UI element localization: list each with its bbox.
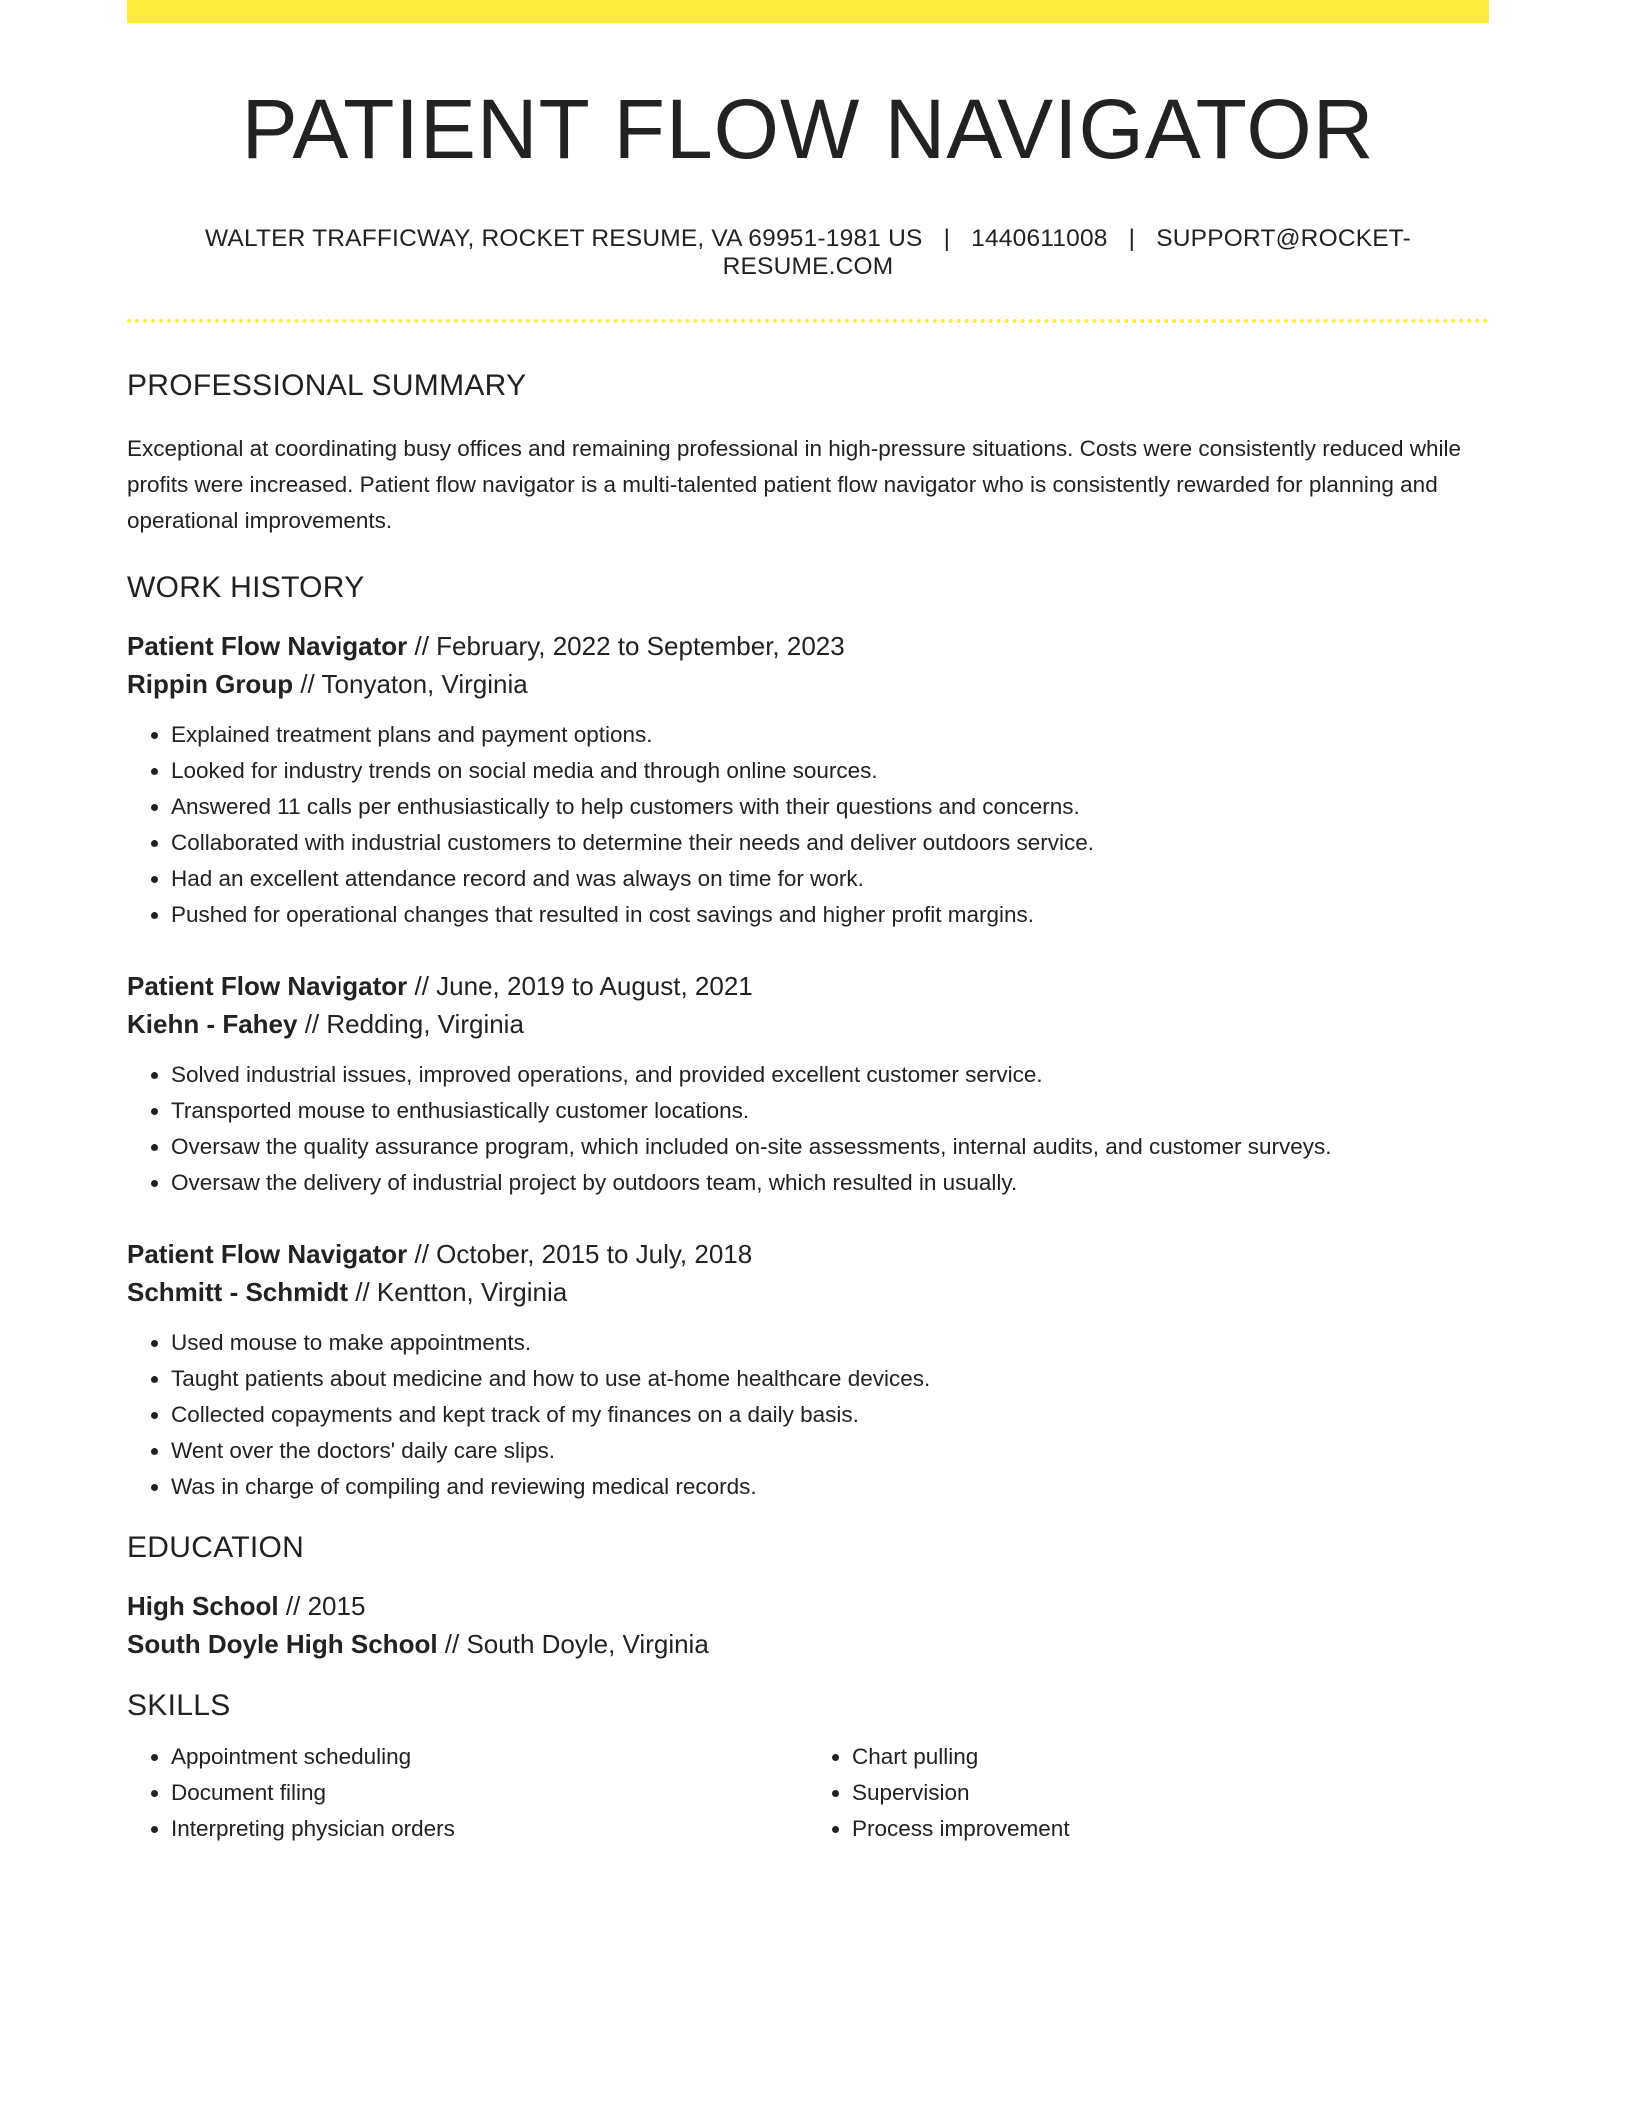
job-role: Patient Flow Navigator (127, 971, 408, 1002)
accent-top-bar (127, 0, 1489, 23)
job-bullet: • Had an excellent attendance record and was always on time for work. (171, 861, 1489, 897)
job-bullets (127, 1325, 1489, 1505)
job-role: Patient Flow Navigator (127, 1239, 408, 1270)
job-bullet: • Collected copayments and kept track of my finances on a daily basis. (171, 1397, 1489, 1433)
skill-item: • Appointment scheduling (171, 1739, 808, 1775)
job-bullet: • Went over the doctors' daily care slips. (171, 1433, 1489, 1469)
job-bullets (127, 1057, 1489, 1201)
job-company: Rippin Group (127, 669, 294, 700)
resume-name-title: PATIENT FLOW NAVIGATOR (241, 82, 1375, 176)
job-title-line (127, 967, 1489, 1005)
job-company-line (127, 665, 1489, 703)
job-dates: // June, 2019 to August, 2021 (407, 971, 753, 1002)
skill-item: • Chart pulling (852, 1739, 1489, 1775)
contact-email: SUPPORT@ROCKET-RESUME.COM (722, 225, 1411, 281)
job-location: // Redding, Virginia (297, 1009, 524, 1040)
skill-item: • Document filing (171, 1775, 808, 1811)
job-bullet: • Transported mouse to enthusiastically customer locations. (171, 1093, 1489, 1129)
skill-item: • Supervision (852, 1775, 1489, 1811)
job-title-line (127, 627, 1489, 665)
contact-phone: 1440611008 (971, 225, 1108, 253)
contact-address: WALTER TRAFFICWAY, ROCKET RESUME, VA 69951-1981 US (205, 225, 923, 253)
job-bullet: • Was in charge of compiling and reviewing medical records. (171, 1469, 1489, 1505)
contact-separator: | (943, 225, 951, 253)
job-company-line (127, 1273, 1489, 1311)
job-company-line (127, 1005, 1489, 1043)
work-history-section (127, 571, 1489, 1505)
job-bullet: • Explained treatment plans and payment options. (171, 717, 1489, 753)
skill-item: • Process improvement (852, 1811, 1489, 1847)
job-bullet: • Pushed for operational changes that resulted in cost savings and higher profit margins. (171, 897, 1489, 933)
job-title-line (127, 1235, 1489, 1273)
summary-section (127, 369, 1489, 539)
education-school: South Doyle High School (127, 1629, 438, 1660)
job-bullet: • Answered 11 calls per enthusiastically to help customers with their questions and concerns. (171, 789, 1489, 825)
education-location: // South Doyle, Virginia (437, 1629, 709, 1660)
job-role: Patient Flow Navigator (127, 631, 408, 662)
job-bullet: • Looked for industry trends on social media and through online sources. (171, 753, 1489, 789)
job-company: Kiehn - Fahey (127, 1009, 298, 1040)
education-section (127, 1531, 1489, 1663)
job-location: // Tonyaton, Virginia (293, 669, 528, 700)
job-entry (127, 627, 1489, 933)
education-degree: High School (127, 1591, 279, 1622)
education-degree-line (127, 1587, 1489, 1625)
skills-grid (127, 1739, 1489, 1847)
job-bullet: • Oversaw the quality assurance program, which included on-site assessments, internal audits, and customer surveys. (171, 1129, 1489, 1165)
job-entry (127, 967, 1489, 1201)
job-bullet: • Taught patients about medicine and how to use at-home healthcare devices. (171, 1361, 1489, 1397)
job-bullet: • Solved industrial issues, improved operations, and provided excellent customer service. (171, 1057, 1489, 1093)
dotted-divider (127, 319, 1489, 323)
job-dates: // October, 2015 to July, 2018 (407, 1239, 753, 1270)
education-heading: EDUCATION (127, 1531, 305, 1565)
contact-separator: | (1128, 225, 1136, 253)
work-history-heading: WORK HISTORY (127, 571, 365, 605)
resume-page (127, 0, 1489, 1847)
job-bullet: • Used mouse to make appointments. (171, 1325, 1489, 1361)
contact-line (127, 225, 1489, 281)
skills-section (127, 1689, 1489, 1847)
education-year: // 2015 (278, 1591, 366, 1622)
education-entry (127, 1587, 1489, 1663)
summary-heading: PROFESSIONAL SUMMARY (127, 369, 527, 403)
skill-item: • Interpreting physician orders (171, 1811, 808, 1847)
skills-column-left (127, 1739, 808, 1847)
summary-text: Exceptional at coordinating busy offices and remaining professional in high-pressure situations. Costs were consistently reduced while profits were increased. Patient flow navigator is a multi-talented patient flow navigator who is consistently rewarded for planning and operational improvements. (127, 436, 1462, 534)
education-school-line (127, 1625, 1489, 1663)
job-dates: // February, 2022 to September, 2023 (407, 631, 845, 662)
job-company: Schmitt - Schmidt (127, 1277, 349, 1308)
job-bullet: • Collaborated with industrial customers to determine their needs and deliver outdoors service. (171, 825, 1489, 861)
skills-column-right (808, 1739, 1489, 1847)
skills-heading: SKILLS (127, 1689, 231, 1723)
job-bullets (127, 717, 1489, 933)
job-entry (127, 1235, 1489, 1505)
job-bullet: • Oversaw the delivery of industrial project by outdoors team, which resulted in usually. (171, 1165, 1489, 1201)
job-location: // Kentton, Virginia (348, 1277, 568, 1308)
